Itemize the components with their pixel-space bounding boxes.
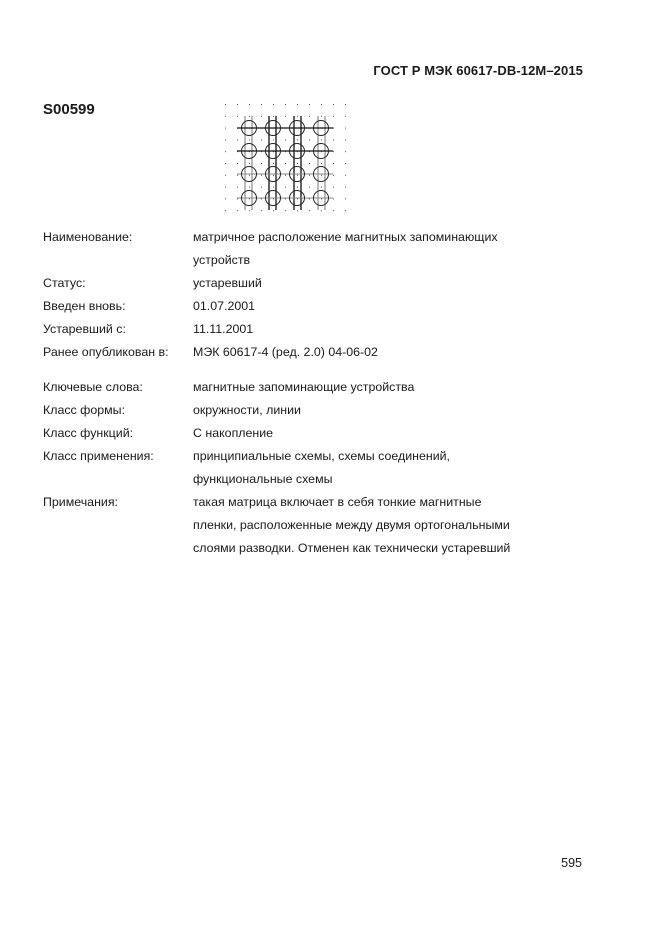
field-value: С накопление: [193, 426, 274, 440]
symbol-attributes: [43, 226, 603, 560]
attributes-group-main: [43, 226, 603, 364]
field-value: функциональные схемы: [193, 472, 333, 486]
field-label: Примечания:: [43, 495, 118, 509]
field-row: [43, 318, 603, 341]
field-row: [43, 514, 603, 537]
field-row: [43, 468, 603, 491]
field-label: Введен вновь:: [43, 299, 126, 313]
field-row: [43, 249, 603, 272]
field-label: Устаревший с:: [43, 322, 126, 336]
page-number: 595: [561, 856, 582, 870]
field-label: [43, 514, 193, 537]
field-value: пленки, расположенные между двумя ортогональными: [193, 518, 510, 532]
field-label: Статус:: [43, 276, 86, 290]
field-row: [43, 537, 603, 560]
field-value: слоями разводки. Отменен как технически устаревший: [193, 541, 511, 555]
standard-header: ГОСТ Р МЭК 60617-DB-12M–2015: [373, 63, 583, 78]
field-value: МЭК 60617-4 (ред. 2.0) 04-06-02: [193, 345, 378, 359]
field-row: [43, 295, 603, 318]
field-row: [43, 445, 603, 468]
field-value: магнитные запоминающие устройства: [193, 380, 415, 394]
field-label: [43, 249, 193, 272]
field-value: принципиальные схемы, схемы соединений,: [193, 449, 450, 463]
field-label: Класс формы:: [43, 403, 126, 417]
field-value: такая матрица включает в себя тонкие магнитные: [193, 495, 482, 509]
field-value: 01.07.2001: [193, 299, 256, 313]
field-row: [43, 226, 603, 249]
magnetic-core-matrix-symbol-icon: [218, 100, 348, 226]
field-row: [43, 491, 603, 514]
field-row: [43, 272, 603, 295]
field-label: Класс функций:: [43, 426, 134, 440]
field-label: Наименование:: [43, 230, 133, 244]
field-label: Ключевые слова:: [43, 380, 143, 394]
field-value: устройств: [193, 253, 251, 267]
symbol-code: S00599: [43, 101, 95, 118]
field-value: окружности, линии: [193, 403, 301, 417]
field-row: [43, 399, 603, 422]
attributes-group-classification: [43, 376, 603, 560]
field-value: матричное расположение магнитных запоминающих: [193, 230, 498, 244]
field-label: Класс применения:: [43, 449, 154, 463]
field-label: [43, 468, 193, 491]
field-label: Ранее опубликован в:: [43, 345, 169, 359]
field-value: 11.11.2001: [193, 322, 254, 336]
field-label: [43, 537, 193, 560]
field-value: устаревший: [193, 276, 262, 290]
field-row: [43, 376, 603, 399]
field-row: [43, 341, 603, 364]
field-row: [43, 422, 603, 445]
